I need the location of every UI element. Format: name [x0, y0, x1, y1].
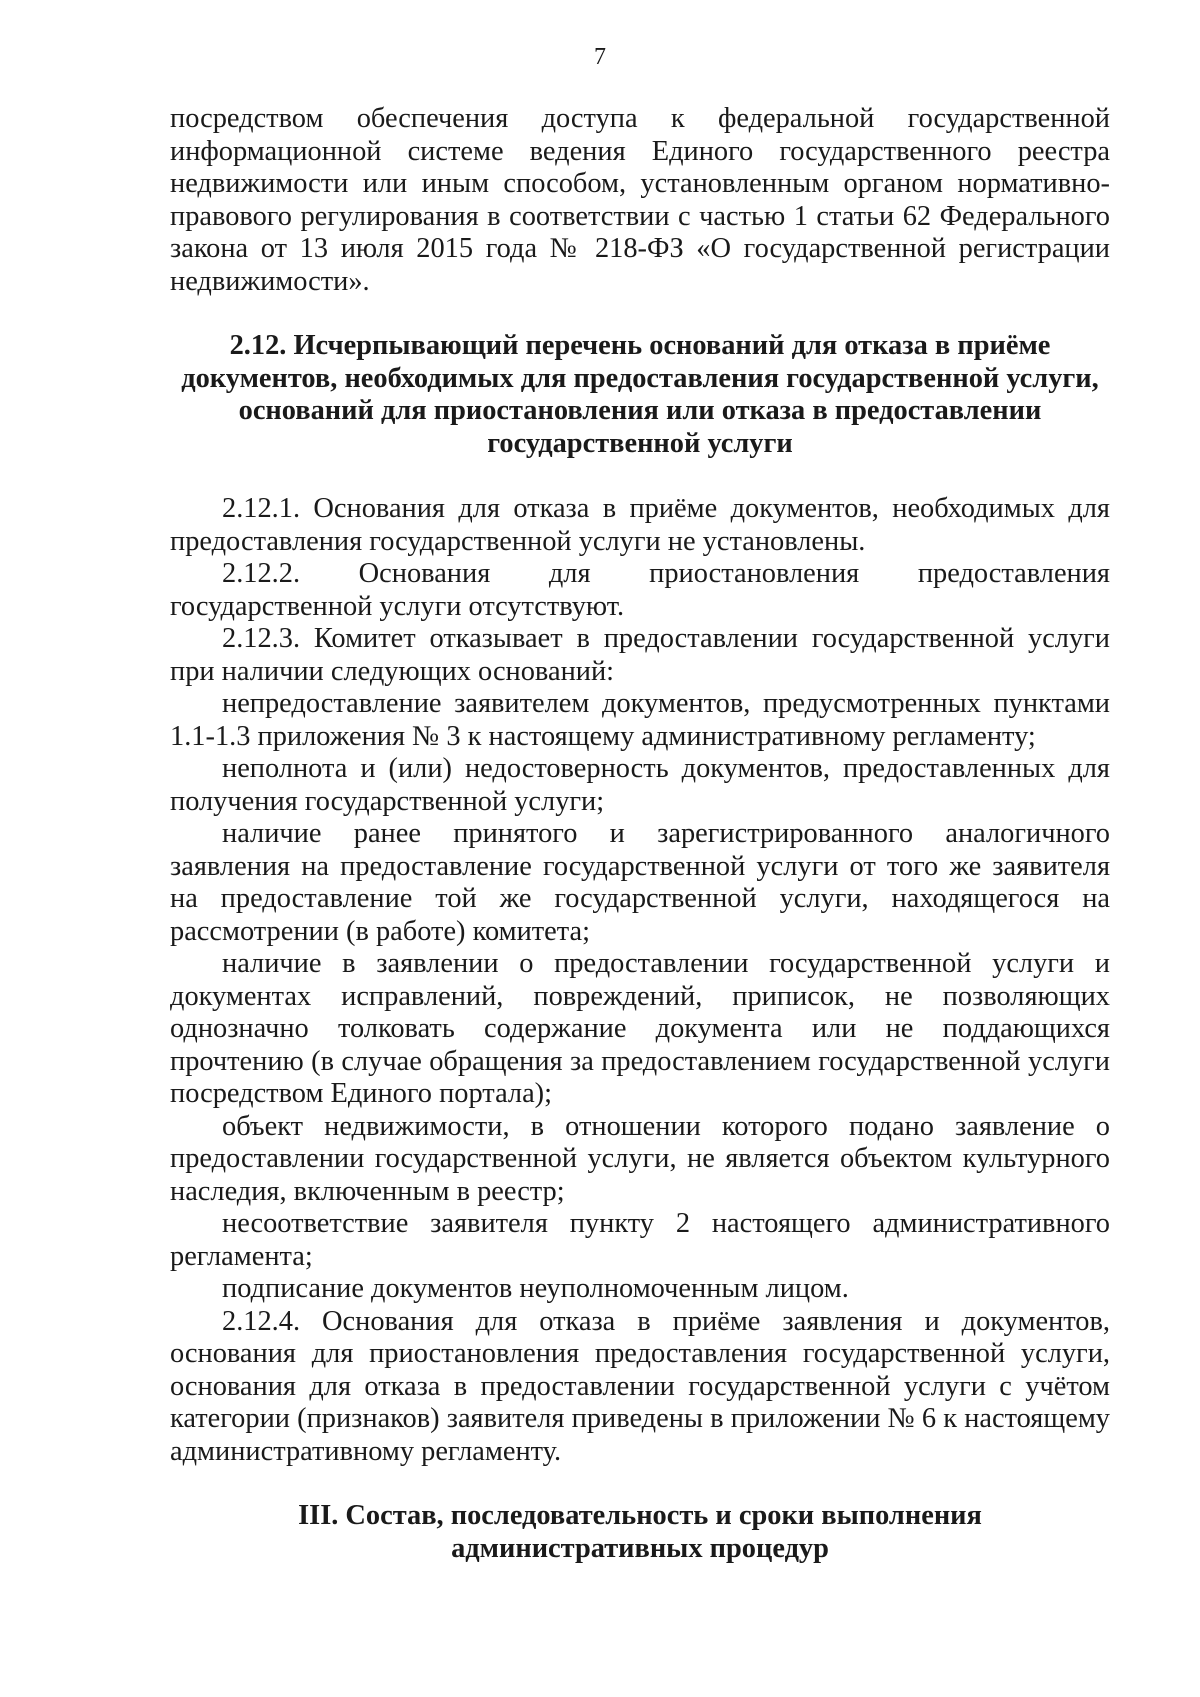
page-number: 7	[594, 44, 606, 70]
list-item-nonprovision: непредоставление заявителем документов, предусмотренных пунктами 1.1-1.3 приложения № 3 к настоящему административному регламенту;	[170, 688, 1110, 752]
paragraph-2-12-1: 2.12.1. Основания для отказа в приёме документов, необходимых для предоставления государственной услуги не установлены.	[170, 493, 1110, 557]
intro-paragraph: посредством обеспечения доступа к федеральной государственной информационной системе ведения Единого государственного реестра недвижимости или иным способом, установленным органом нормативно-правового регулирования в соответствии с частью 1 статьи 62 Федерального закона от 13 июля 2015 года № 218-ФЗ «О государственной регистрации недвижимости».	[170, 103, 1110, 297]
list-item-corrections: наличие в заявлении о предоставлении государственной услуги и документах исправлений, повреждений, приписок, не позволяющих однозначно толковать содержание документа или не поддающихся прочтению (в случае обращения за предоставлением государственной услуги посредством Единого портала);	[170, 948, 1110, 1109]
paragraph-2-12-2: 2.12.2. Основания для приостановления предоставления государственной услуги отсутствуют.	[170, 558, 1110, 622]
section-heading-3: III. Состав, последовательность и сроки выполнения административных процедур	[298, 1500, 982, 1564]
list-item-incompleteness: неполнота и (или) недостоверность документов, предоставленных для получения государственной услуги;	[170, 753, 1110, 817]
section-body-2-12	[170, 493, 1110, 1468]
list-item-not-heritage-object: объект недвижимости, в отношении которого подано заявление о предоставлении государственной услуги, не является объектом культурного наследия, включенным в реестр;	[170, 1110, 1110, 1207]
list-item-duplicate-application: наличие ранее принятого и зарегистрированного аналогичного заявления на предоставление государственной услуги от того же заявителя на предоставление той же государственной услуги, находящегося на рассмотрении (в работе) комитета;	[170, 818, 1110, 947]
paragraph-2-12-3: 2.12.3. Комитет отказывает в предоставлении государственной услуги при наличии следующих оснований:	[170, 623, 1110, 687]
list-item-unauthorized-signature: подписание документов неуполномоченным лицом.	[222, 1273, 849, 1304]
section-heading-2-12: 2.12. Исчерпывающий перечень оснований для отказа в приёме документов, необходимых для предоставления государственной услуги, оснований для приостановления или отказа в предоставлении государственной услуги	[181, 330, 1099, 459]
list-item-applicant-mismatch: несоответствие заявителя пункту 2 настоящего административного регламента;	[170, 1208, 1110, 1272]
page-content	[170, 103, 1110, 1565]
paragraph-2-12-4: 2.12.4. Основания для отказа в приёме заявления и документов, основания для приостановления предоставления государственной услуги, основания для отказа в предоставлении государственной услуги с учётом категории (признаков) заявителя приведены в приложении № 6 к настоящему административному регламенту.	[170, 1305, 1110, 1467]
